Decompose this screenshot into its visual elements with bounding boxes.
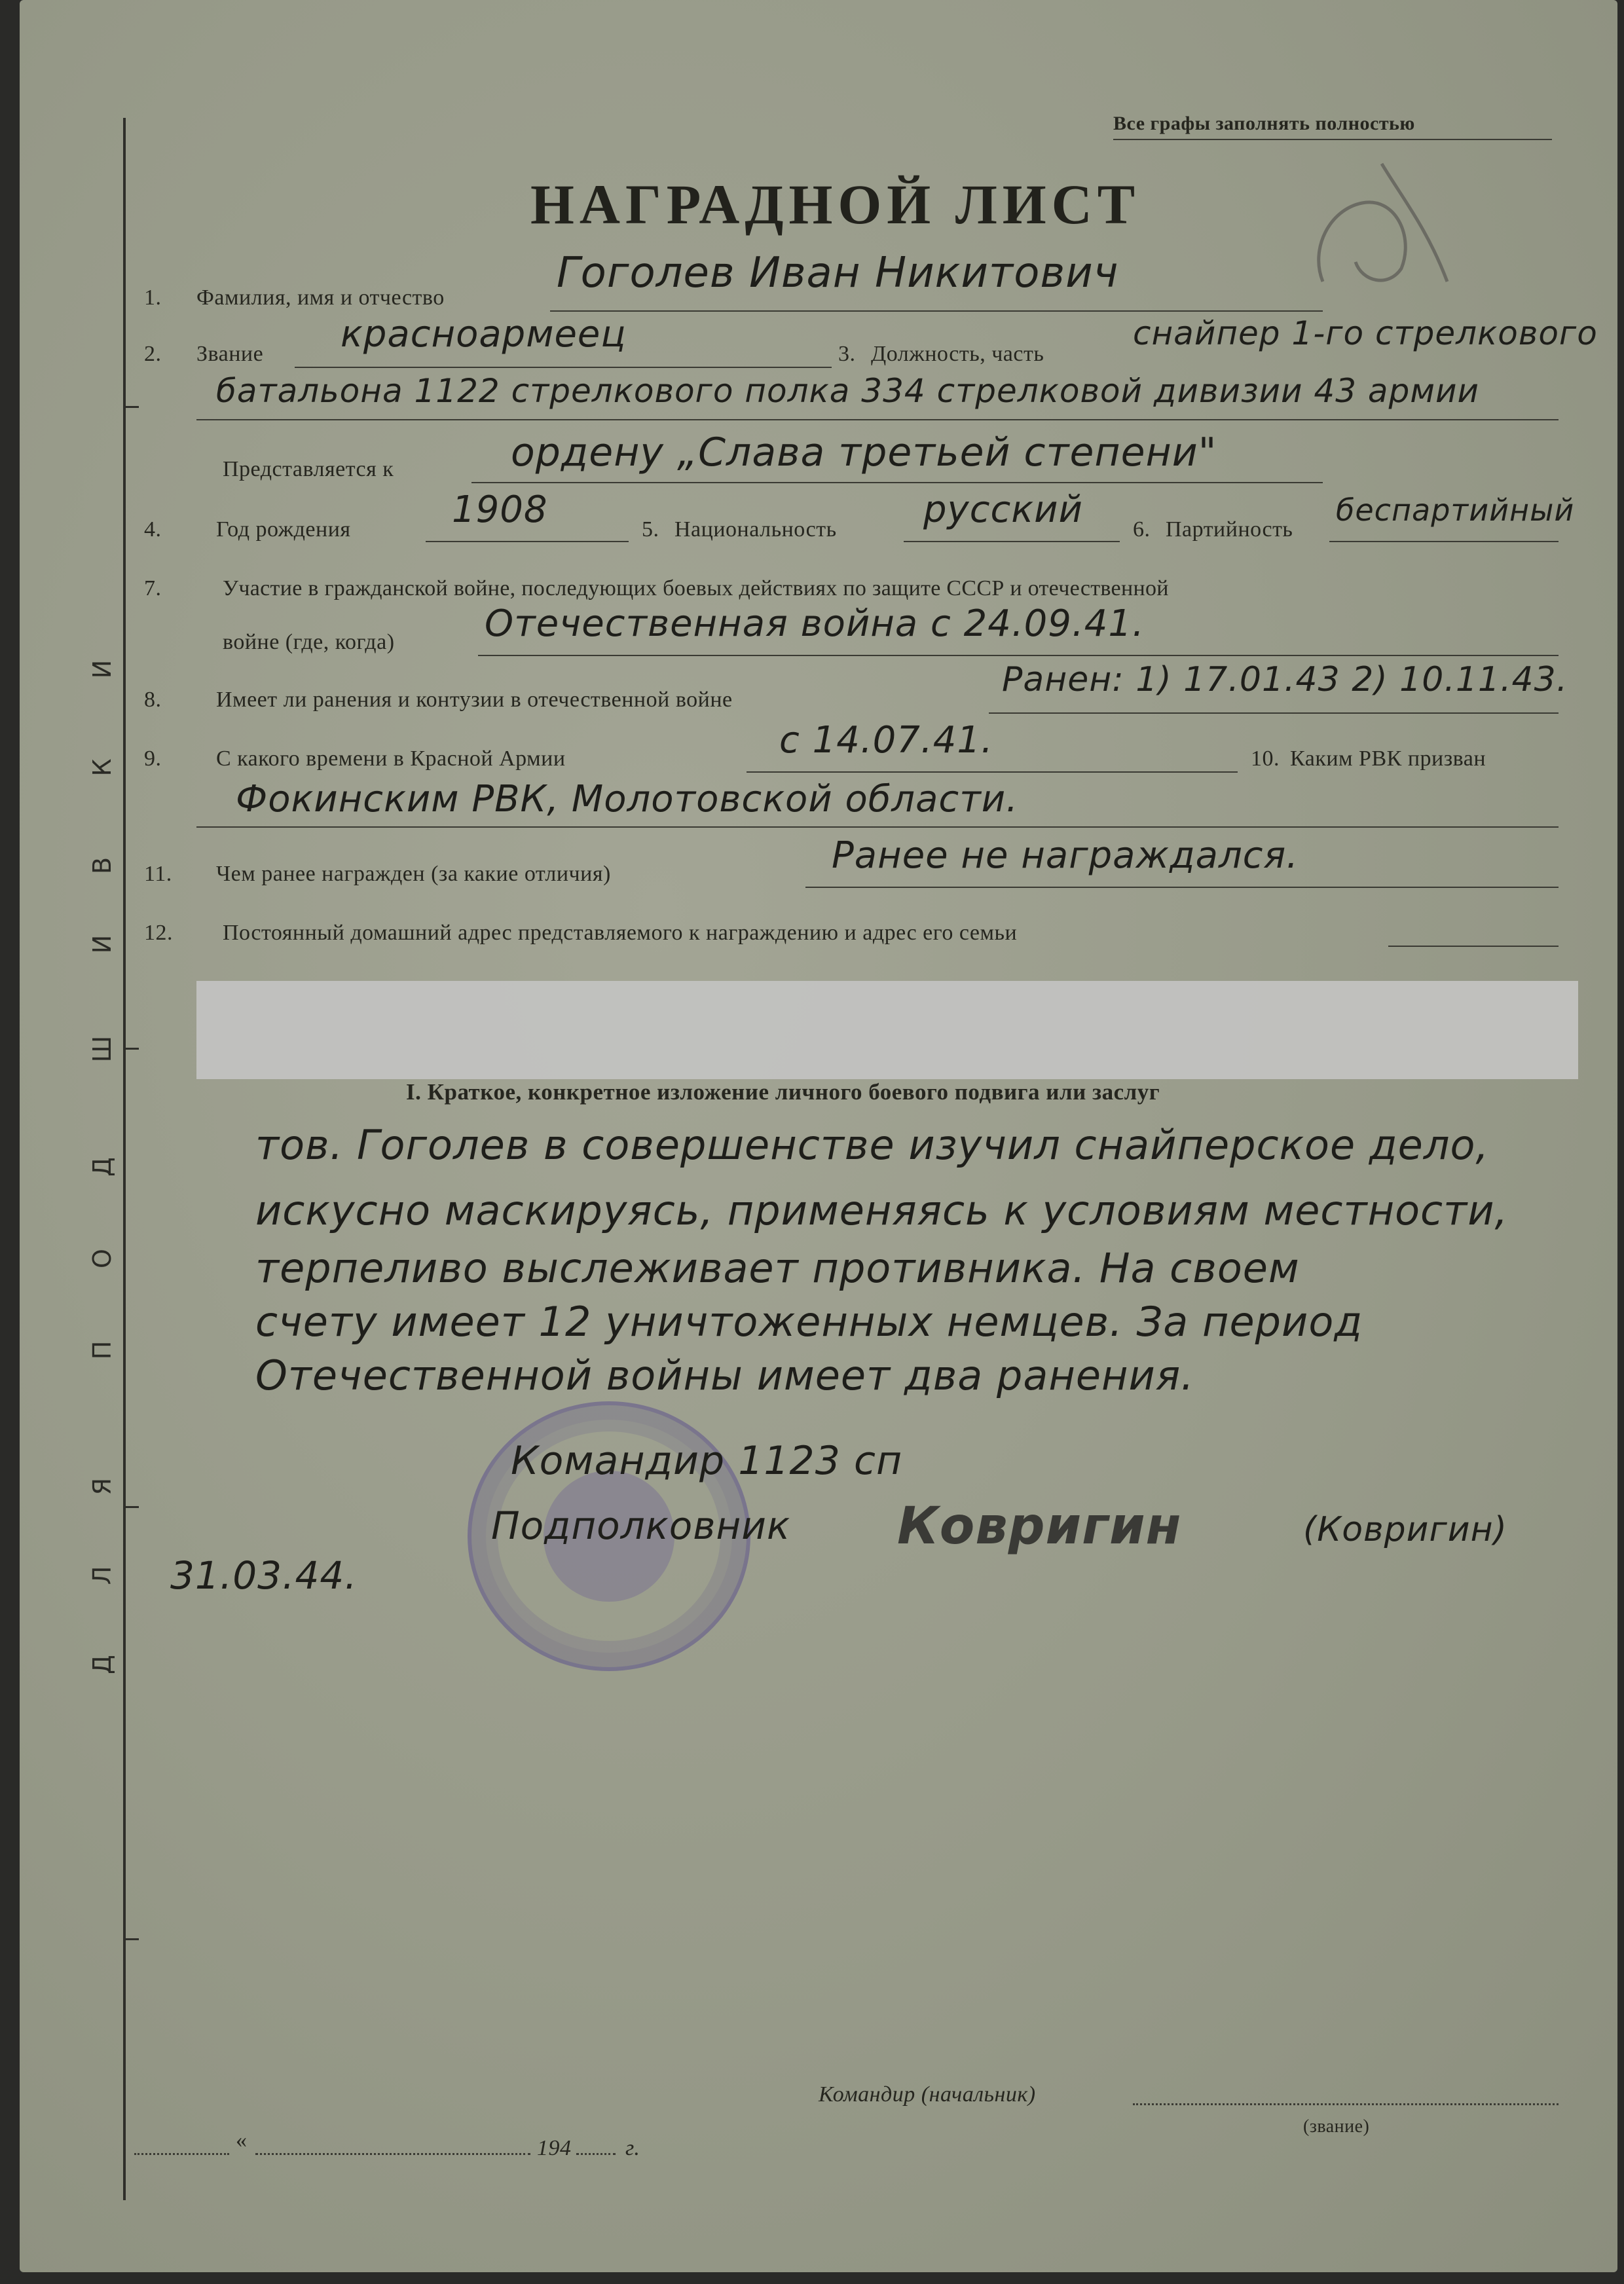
document-title: НАГРАДНОЙ ЛИСТ <box>530 173 1141 236</box>
field-1-label: Фамилия, имя и отчество <box>196 286 445 310</box>
field-2-line <box>295 367 832 368</box>
field-10-value: Фокинским РВК, Молотовской области. <box>236 778 1019 820</box>
date-year: 194 <box>537 2136 572 2160</box>
field-8-number: 8. <box>144 688 162 712</box>
narrative-line: Отечественной войны имеет два ранения. <box>255 1352 1194 1399</box>
margin-tick <box>123 1506 139 1508</box>
field-7-label: Участие в гражданской войне, последующих боевых действиях по защите СССР и отечественной <box>223 576 1169 600</box>
field-12-line <box>1388 946 1559 947</box>
field-11-value: Ранее не награждался. <box>832 834 1299 877</box>
margin-letter: О <box>88 1249 117 1268</box>
field-5-value: русский <box>923 488 1083 531</box>
field-9-line <box>747 771 1238 773</box>
signature-rank: Подполковник <box>491 1503 791 1548</box>
field-9-value: с 14.07.41. <box>779 719 993 762</box>
field-6-number: 6. <box>1133 517 1151 542</box>
margin-letter: П <box>88 1340 117 1360</box>
field-6-value: беспартийный <box>1336 492 1575 528</box>
field-3-line <box>196 419 1559 420</box>
rank-caption: (звание) <box>1303 2116 1370 2137</box>
field-5-label: Национальность <box>674 517 837 542</box>
field-12-number: 12. <box>144 921 173 945</box>
field-7-value: Отечественная война с 24.09.41. <box>485 602 1145 645</box>
binding-margin-line <box>123 118 126 2200</box>
section-heading: I. Краткое, конкретное изложение личного боевого подвига или заслуг <box>406 1079 1160 1105</box>
field-7-number: 7. <box>144 576 162 600</box>
field-10-label: Каким РВК призван <box>1290 746 1486 771</box>
signature-date: 31.03.44. <box>170 1553 358 1598</box>
narrative-line: счету имеет 12 уничтоженных немцев. За период <box>255 1298 1363 1346</box>
field-10-line <box>196 826 1559 828</box>
field-2-label: Звание <box>196 342 264 366</box>
field-12-label: Постоянный домашний адрес представляемого к награждению и адрес его семьи <box>223 921 1018 945</box>
field-9-label: С какого времени в Красной Армии <box>216 746 566 771</box>
presented-value: ордену „Слава третьей степени" <box>511 430 1217 475</box>
narrative-line: терпеливо выслеживает противника. На своем <box>255 1244 1300 1292</box>
signature-name: (Ковригин) <box>1303 1510 1507 1549</box>
award-sheet <box>20 0 1617 2272</box>
field-7-label-continued: войне (где, когда) <box>223 630 395 654</box>
field-2-value: красноармеец <box>341 313 627 356</box>
signature-scrawl: Ковригин <box>897 1497 1182 1556</box>
field-6-line <box>1329 541 1559 542</box>
field-7-line <box>478 655 1559 656</box>
commander-line <box>1133 2103 1559 2105</box>
date-day-line <box>134 2153 229 2155</box>
margin-tick <box>123 1938 139 1940</box>
margin-letter: И <box>88 659 117 679</box>
margin-tick <box>123 1048 139 1050</box>
field-6-label: Партийность <box>1166 517 1293 542</box>
redacted-address-block <box>196 981 1578 1079</box>
margin-letter: И <box>88 934 117 954</box>
field-3-value: снайпер 1-го стрелкового <box>1133 314 1598 352</box>
presented-line <box>471 482 1323 483</box>
margin-letter: Я <box>88 1477 117 1496</box>
date-year-suffix: г. <box>625 2136 640 2160</box>
narrative-line: искусно маскируясь, применяясь к условиям местности, <box>255 1187 1509 1234</box>
field-4-line <box>426 541 629 542</box>
margin-letter: К <box>88 758 117 777</box>
pencil-corner-mark <box>1303 151 1473 301</box>
margin-tick <box>123 406 139 408</box>
field-4-value: 1908 <box>452 488 548 531</box>
field-8-value: Ранен: 1) 17.01.43 2) 10.11.43. <box>1002 660 1568 699</box>
field-9-number: 9. <box>144 746 162 771</box>
signature-unit: Командир 1123 сп <box>511 1438 903 1484</box>
margin-letter: Д <box>88 1655 117 1674</box>
field-11-label: Чем ранее награжден (за какие отличия) <box>216 862 611 886</box>
margin-letter: Ш <box>88 1035 117 1063</box>
field-11-line <box>805 887 1559 888</box>
field-1-value: Гоголев Иван Никитович <box>557 249 1119 297</box>
header-note: Все графы заполнять полностью <box>1113 113 1415 134</box>
date-month-line <box>255 2153 530 2155</box>
field-3-label: Должность, часть <box>871 342 1044 366</box>
field-10-number: 10. <box>1251 746 1280 771</box>
date-year-line <box>576 2153 616 2155</box>
field-2-number: 2. <box>144 342 162 366</box>
commander-label: Командир (начальник) <box>819 2082 1036 2107</box>
date-quote: « <box>236 2128 248 2152</box>
margin-letter: Л <box>88 1566 117 1585</box>
field-11-number: 11. <box>144 862 172 886</box>
field-4-number: 4. <box>144 517 162 542</box>
narrative-line: тов. Гоголев в совершенстве изучил снайперское дело, <box>255 1121 1490 1169</box>
field-5-line <box>904 541 1120 542</box>
margin-letter: Д <box>88 1157 117 1177</box>
margin-letter: В <box>88 856 117 875</box>
field-3-number: 3. <box>838 342 856 366</box>
field-3-value-continued: батальона 1122 стрелкового полка 334 стрелковой дивизии 43 армии <box>216 372 1480 410</box>
presented-label: Представляется к <box>223 457 394 481</box>
field-8-label: Имеет ли ранения и контузии в отечественной войне <box>216 688 733 712</box>
field-4-label: Год рождения <box>216 517 351 542</box>
field-8-line <box>989 712 1559 714</box>
header-underline <box>1113 139 1552 140</box>
field-1-number: 1. <box>144 286 162 310</box>
field-1-line <box>550 310 1323 312</box>
field-5-number: 5. <box>642 517 659 542</box>
